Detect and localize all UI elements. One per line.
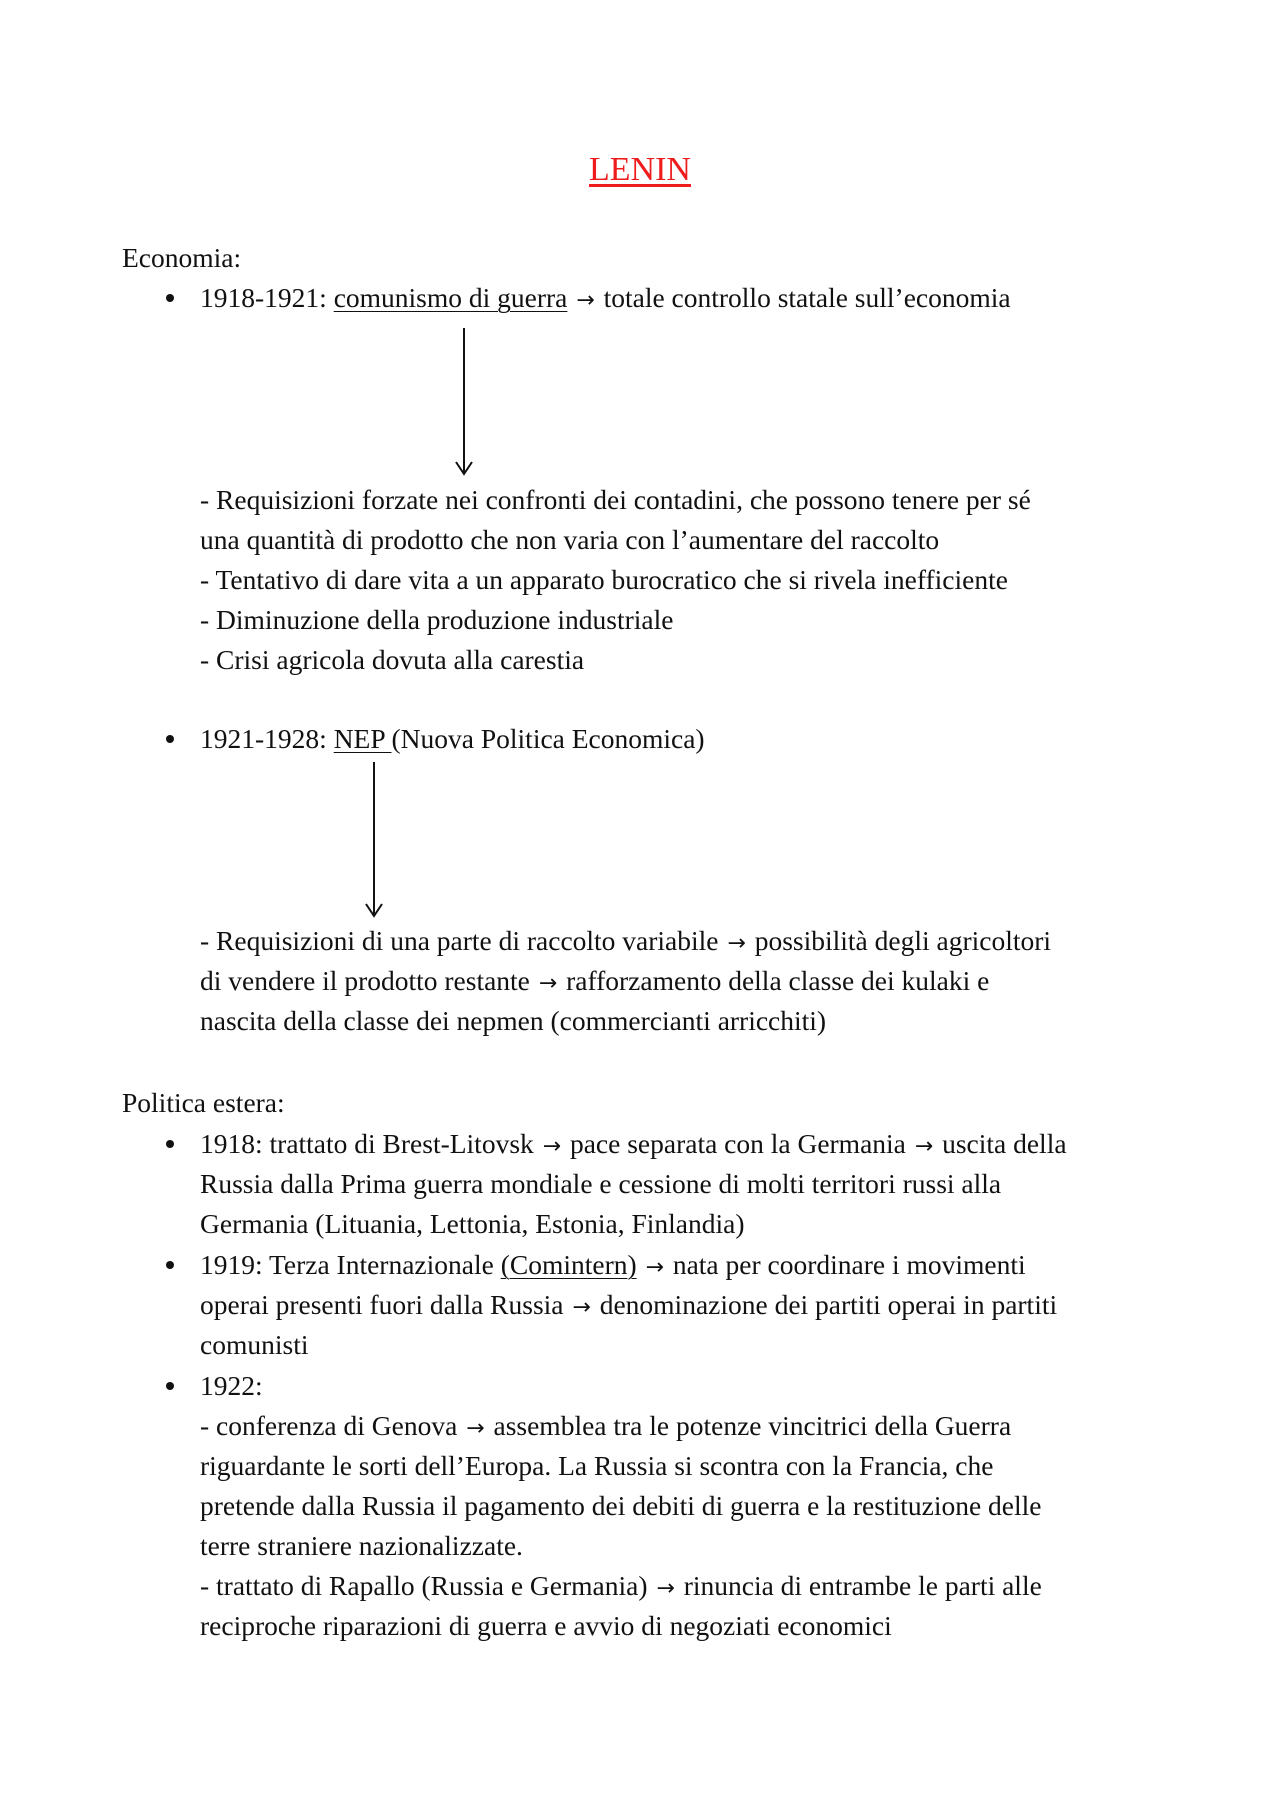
page-title [0, 150, 1280, 190]
item-text: operai presenti fuori dalla Russia [200, 1289, 564, 1320]
item-text: pace separata con la Germania [569, 1128, 906, 1159]
item-line: reciproche riparazioni di guerra e avvio di negoziati economici [200, 1610, 892, 1641]
detail-line [200, 921, 1051, 964]
item-line [200, 1566, 1042, 1609]
bullet-icon [166, 1261, 174, 1269]
item-line [200, 1406, 1011, 1449]
detail-text: rafforzamento della classe dei kulaki e [566, 965, 990, 996]
arrow-right-icon: → [914, 1134, 934, 1159]
item-text: - conferenza di Genova [200, 1410, 458, 1441]
arrow-right-icon: → [542, 1134, 562, 1159]
item-line: Russia dalla Prima guerra mondiale e cessione di molti territori russi alla [200, 1168, 1002, 1199]
item-line: Germania (Lituania, Lettonia, Estonia, Finlandia) [200, 1208, 745, 1239]
detail-line: - Diminuzione della produzione industriale [200, 604, 674, 635]
item-text: rinuncia di entrambe le parti alle [683, 1570, 1042, 1601]
bullet-icon [166, 1382, 174, 1390]
item-text: 1918: trattato di Brest-Litovsk [200, 1128, 534, 1159]
item-text: uscita della [942, 1128, 1067, 1159]
detail-line: - Requisizioni forzate nei confronti dei contadini, che possono tenere per sé [200, 484, 1031, 515]
detail-text: di vendere il prodotto restante [200, 965, 530, 996]
arrow-right-icon: → [656, 1576, 675, 1601]
item-years: 1918-1921: [200, 282, 327, 313]
item-years: 1921-1928: [200, 723, 327, 754]
detail-line: nascita della classe dei nepmen (commercianti arricchiti) [200, 1005, 827, 1036]
item-text: 1919: Terza Internazionale [200, 1249, 501, 1280]
detail-text: - Requisizioni di una parte di raccolto variabile [200, 925, 719, 956]
item-line [200, 1285, 1057, 1328]
arrow-right-icon: → [727, 931, 746, 956]
detail-line: - Crisi agricola dovuta alla carestia [200, 644, 585, 675]
section-heading-politica-estera: Politica estera: [122, 1087, 285, 1118]
item-line: comunisti [200, 1329, 309, 1360]
politica-item-3: 1922: [200, 1370, 263, 1401]
detail-line [200, 961, 989, 1004]
detail-text: possibilità degli agricoltori [754, 925, 1052, 956]
bullet-icon [166, 294, 174, 302]
section-heading-economia: Economia: [122, 242, 242, 273]
arrow-right-icon: → [645, 1255, 664, 1280]
bullet-icon [166, 735, 174, 743]
item-line: riguardante le sorti dell’Europa. La Russia si scontra con la Francia, che [200, 1450, 994, 1481]
title-text: LENIN [589, 151, 691, 188]
arrow-right-icon: → [576, 288, 595, 313]
detail-line: - Tentativo di dare vita a un apparato burocratico che si rivela inefficiente [200, 564, 1008, 595]
item-term: comunismo di guerra [333, 282, 568, 313]
item-text: denominazione dei partiti operai in partiti [599, 1289, 1058, 1320]
item-term: (Comintern) [500, 1249, 637, 1280]
bullet-icon [166, 1140, 174, 1148]
politica-item-2 [200, 1245, 1026, 1288]
arrow-down-icon [456, 328, 472, 478]
politica-item-1 [200, 1124, 1067, 1167]
arrow-right-icon: → [466, 1416, 485, 1441]
item-text: assemblea tra le potenze vincitrici della Guerra [493, 1410, 1012, 1441]
economia-item-2 [200, 719, 705, 759]
economia-item-1 [200, 278, 1011, 321]
item-text: - trattato di Rapallo (Russia e Germania) [200, 1570, 648, 1601]
item-line: terre straniere nazionalizzate. [200, 1530, 523, 1561]
item-line: pretende dalla Russia il pagamento dei debiti di guerra e la restituzione delle [200, 1490, 1042, 1521]
item-desc: totale controllo statale sull’economia [603, 282, 1011, 313]
detail-line: una quantità di prodotto che non varia con l’aumentare del raccolto [200, 524, 940, 555]
item-desc: (Nuova Politica Economica) [391, 723, 705, 754]
arrow-right-icon: → [572, 1295, 591, 1320]
arrow-right-icon: → [538, 971, 558, 996]
item-text: nata per coordinare i movimenti [672, 1249, 1026, 1280]
arrow-down-icon [366, 762, 382, 922]
item-term: NEP [333, 723, 392, 754]
